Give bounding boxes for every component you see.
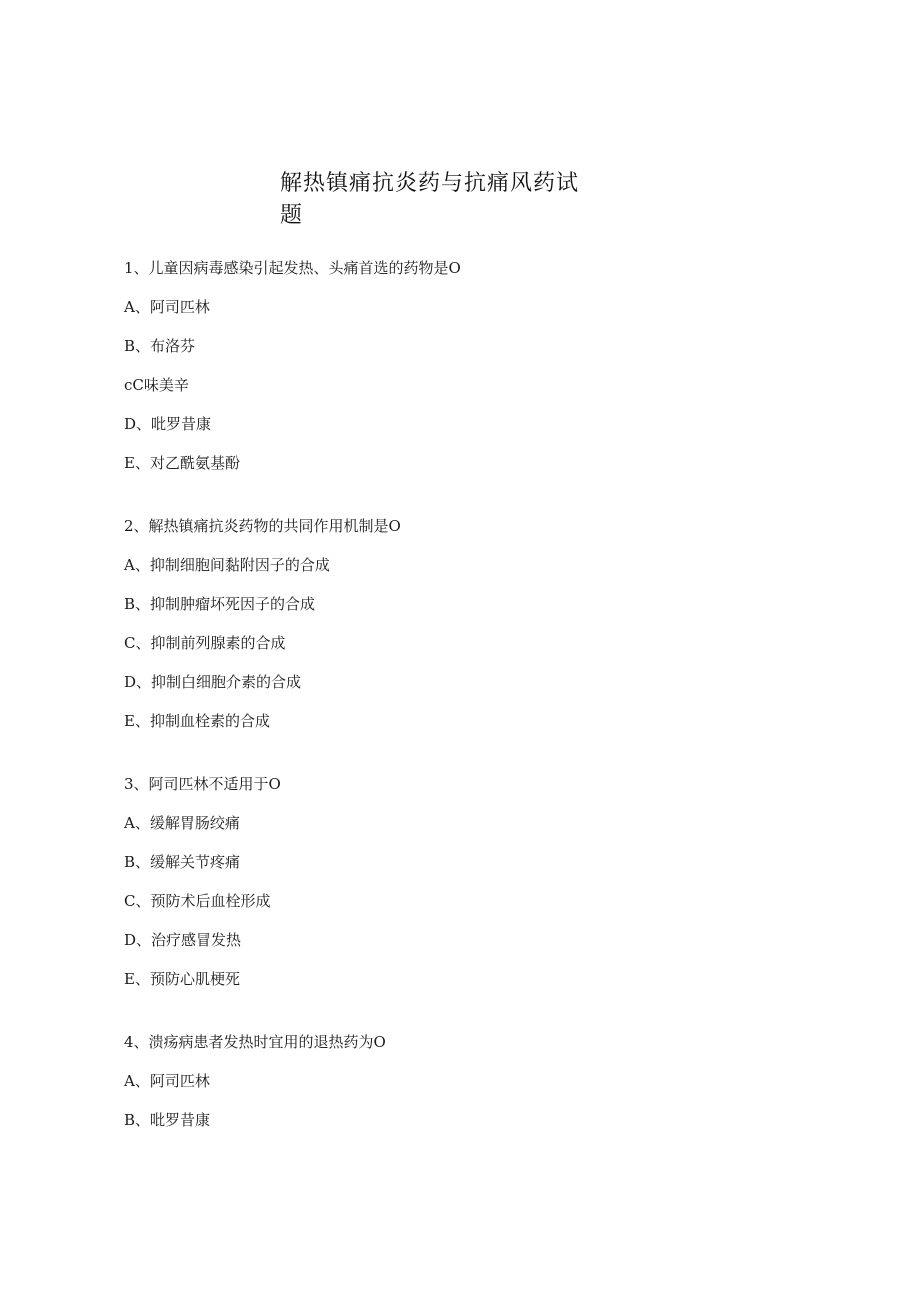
question-2 <box>124 516 824 750</box>
option-c: cC味美辛 <box>124 376 189 394</box>
question-list <box>124 258 824 1173</box>
question-1 <box>124 258 824 492</box>
option-b: B、布洛芬 <box>124 337 196 355</box>
option-a: A、阿司匹林 <box>124 1072 210 1090</box>
question-stem: 3、阿司匹林不适用于O <box>124 775 281 793</box>
question-stem: 1、儿童因病毒感染引起发热、头痛首选的药物是O <box>124 259 461 277</box>
question-4 <box>124 1032 824 1149</box>
option-d: D、治疗感冒发热 <box>124 931 242 949</box>
option-c: C、抑制前列腺素的合成 <box>124 634 286 652</box>
option-e: E、预防心肌梗死 <box>124 970 240 988</box>
option-a: A、抑制细胞间黏附因子的合成 <box>124 556 330 574</box>
option-d: D、抑制白细胞介素的合成 <box>124 673 302 691</box>
option-b: B、吡罗昔康 <box>124 1111 211 1129</box>
question-3 <box>124 774 824 1008</box>
option-c: C、预防术后血栓形成 <box>124 892 271 910</box>
question-stem: 4、溃疡病患者发热时宜用的退热药为O <box>124 1033 386 1051</box>
option-a: A、阿司匹林 <box>124 298 210 316</box>
document-title: 解热镇痛抗炎药与抗痛风药试题 <box>280 171 580 228</box>
option-b: B、缓解关节疼痛 <box>124 853 241 871</box>
option-e: E、抑制血栓素的合成 <box>124 712 270 730</box>
option-e: E、对乙酰氨基酚 <box>124 454 240 472</box>
question-stem: 2、解热镇痛抗炎药物的共同作用机制是O <box>124 517 401 535</box>
option-d: D、吡罗昔康 <box>124 415 212 433</box>
option-b: B、抑制肿瘤坏死因子的合成 <box>124 595 316 613</box>
option-a: A、缓解胃肠绞痛 <box>124 814 240 832</box>
